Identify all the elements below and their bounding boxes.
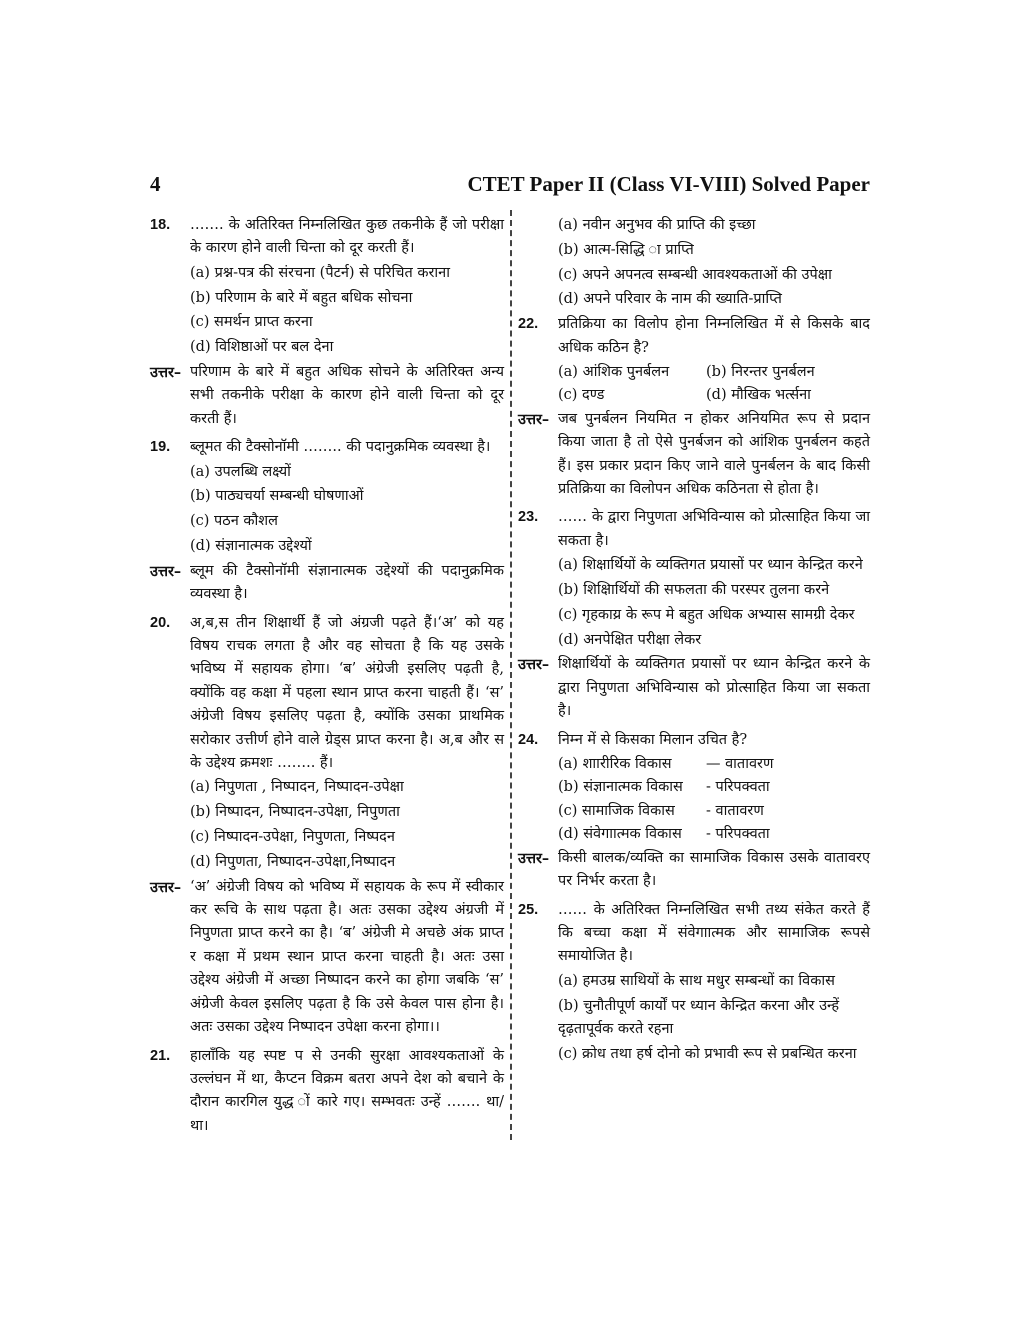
- question-19: [150, 436, 504, 459]
- question-18: [150, 214, 504, 261]
- option-a: (a) नवीन अनुभव की प्राप्ति की इच्छा: [558, 217, 756, 233]
- match-left: (c) सामाजिक विकास: [558, 802, 675, 819]
- option-c: (c) दण्ड: [558, 387, 605, 404]
- answer-text: ब्लूम की टैक्सोनॉमी संज्ञानात्मक उद्देश्यों की पदानुक्रमिक व्यवस्था है।: [190, 562, 504, 603]
- page-header: [150, 172, 870, 202]
- option-c: (c) निष्पादन-उपेक्षा, निपुणता, निष्पदन: [190, 829, 395, 846]
- option-b: (b) पाठ्यचर्या सम्बन्धी घोषणाओं: [190, 488, 364, 505]
- question-21: [150, 1045, 504, 1139]
- question-number: 20.: [150, 614, 171, 631]
- question-23: [518, 506, 870, 553]
- page-title: CTET Paper II (Class VI-VIII) Solved Paper: [467, 172, 870, 196]
- answer-text: किसी बालक/व्यक्ति का सामाजिक विकास उसके वातावरए पर निर्भर करता है।: [558, 849, 870, 890]
- answer-text: परिणाम के बारे में बहुत अधिक सोचने के अतिरिक्त अन्य सभी तकनीके परीक्षा के कारण होने वाली चिन्ता को दूर करती हैं।: [190, 364, 504, 427]
- right-column: [518, 214, 870, 1068]
- option-a: (a) शिक्षार्थियों के व्यक्तिगत प्रयासों पर ध्यान केन्द्रित करने: [558, 557, 863, 574]
- options-row-cd: [518, 384, 870, 407]
- column-divider: [510, 210, 512, 1140]
- match-right: - परिपक्वता: [706, 779, 770, 796]
- question-text: अ,ब,स तीन शिक्षार्थी हैं जो अंग्रजी पढ़ते हैं।‘अ’ को यह विषय राचक लगता है और वह सोचता है कि यह उसके भविष्य में सहायक होगा। ‘ब’ अंग्रेजी इसलिए पढ़ती है, क्योंकि वह कक्षा में पहला स्थान प्राप्त करना चाहती हैं। ‘स’ अंग्रेजी विषय इसलिए पढ़ता है, क्योंकि उसका प्राथमिक सरोकार उत्तीर्ण होने वाले ग्रेड्स प्राप्त करना है। अ,ब और स के उद्देश्य क्रमशः …….. हैं।: [190, 614, 504, 772]
- answer-24: [518, 847, 870, 894]
- answer-label: उत्तर–: [150, 878, 182, 896]
- option-b: (b) निष्पादन, निष्पादन-उपेक्षा, निपुणता: [190, 804, 400, 821]
- match-row-b: [518, 776, 870, 799]
- question-text: ब्लूमत की टैक्सोनॉमी …….. की पदानुक्रमिक व्यवस्था है।: [190, 439, 491, 456]
- option-d: (d) अपने परिवार के नाम की ख्याति-प्राप्ति: [558, 291, 782, 308]
- question-text: ……. के अतिरिक्त निम्नलिखित कुछ तकनीके हैं जो परीक्षा के कारण होने वाली चिन्ता को दूर करती हैं।: [190, 217, 504, 257]
- match-right: — वातावरण: [706, 756, 774, 773]
- answer-22: [518, 408, 870, 502]
- option-a: (a) निपुणता , निष्पादन, निष्पादन-उपेक्षा: [190, 779, 404, 796]
- answer-label: उत्तर–: [518, 656, 550, 674]
- option-c: (c) गृहकाय्र के रूप मे बहुत अधिक अभ्यास सामग्री देकर: [558, 606, 855, 623]
- option-b: (b) आत्म-सिद्धि ा प्राप्ति: [558, 241, 694, 258]
- option-b: (b) शिक्षिार्थियों की सफलता की परस्पर तुलना करने: [558, 582, 830, 599]
- question-22: [518, 313, 870, 360]
- answer-label: उत्तर–: [150, 364, 182, 381]
- option-d: (d) अनपेक्षित परीक्षा लेकर: [558, 631, 702, 648]
- answer-text: जब पुनर्बलन नियमित न होकर अनियमित रूप से प्रदान किया जाता है तो ऐसे पुनर्बजन को आंशिक पुनर्बलन कहते हैं। इस प्रकार प्रदान किए जाने वाले पुनर्बलन के बाद किसी प्रतिक्रिया का विलोपन अधिक कठिनता से होता है।: [558, 410, 870, 498]
- answer-text: ‘अ’ अंग्रेजी विषय को भविष्य में सहायक के रूप में स्वीकार कर रूचि के साथ पढ़ता है। अतः उसका उद्देश्य अंग्रजी में निपुणता प्राप्त करने का है। ‘ब’ अंग्रेजी मे अचछे अंक प्राप्त र कक्षा में प्रथम स्थान प्राप्त करना चाहती है। अतः उसा उद्देश्य अंग्रेजी में अच्छा निष्पादन करने का होगा जबकि ‘स’ अंग्रेजी केवल इसलिए पढ़ता है कि उसे केवल पास होना है। अतः उसका उद्देश्य निष्पादन उपेक्षा करना होगा।।: [190, 878, 504, 1036]
- option-a: (a) प्रश्न-पत्र की संरचना (पैटर्न) से परिचित कराना: [190, 264, 450, 281]
- option-d: (d) संज्ञानात्मक उद्देश्यों: [190, 538, 312, 555]
- question-number: 22.: [518, 316, 539, 333]
- match-right: - परिपक्वता: [706, 826, 770, 843]
- match-right: - वातावरण: [706, 802, 764, 819]
- answer-text: शिक्षार्थियों के व्यक्तिगत प्रयासों पर ध्यान केन्द्रित करने के द्वारा निपुणता अभिविन्यास को प्रोत्साहित किया जा सकता है।: [558, 656, 870, 720]
- match-left: (a) शाारीरिक विकास: [558, 756, 672, 773]
- answer-18: [150, 361, 504, 431]
- option-b: (b) परिणाम के बारे में बहुत बधिक सोचना: [190, 289, 413, 306]
- option-a: (a) आंशिक पुनर्बलन: [558, 364, 670, 380]
- question-20: [150, 612, 504, 776]
- question-number: 21.: [150, 1047, 171, 1064]
- question-number: 24.: [518, 731, 539, 748]
- answer-20: [150, 876, 504, 1040]
- option-c: (c) अपने अपनत्व सम्बन्धी आवश्यकताओं की उपेक्षा: [558, 266, 832, 283]
- question-text: हालाँकि यह स्पष्ट प से उनकी सुरक्षा आवश्यकताओं के उल्लंघन में था, कैप्टन विक्रम बतरा अपने देश को बचाने के दौरान कारगिल युद्ध ों कारे गए। सम्भवतः उन्हें ……. था/था।: [190, 1047, 504, 1134]
- question-text: …… के द्वारा निपुणता अभिविन्यास को प्रोत्साहित किया जा सकता है।: [558, 509, 870, 549]
- option-a: (a) हमउम्र साथियों के साथ मधुर सम्बन्धों का विकास: [558, 972, 835, 989]
- answer-19: [150, 560, 504, 607]
- option-c: (c) समर्थन प्राप्त करना: [190, 314, 313, 331]
- option-d: (d) विशिष्ठाओं पर बल देना: [190, 339, 334, 356]
- match-row-c: [518, 800, 870, 823]
- answer-23: [518, 653, 870, 723]
- match-left: (b) संज्ञानात्मक विकास: [558, 779, 683, 796]
- option-b: (b) निरन्तर पुनर्बलन: [706, 364, 815, 380]
- answer-label: उत्तर–: [150, 562, 182, 580]
- left-column: [150, 214, 504, 1139]
- match-row-d: [518, 823, 870, 846]
- question-number: 25.: [518, 901, 539, 918]
- question-25: [518, 899, 870, 969]
- answer-label: उत्तर–: [518, 849, 550, 867]
- option-b: (b) चुनौतीपूर्ण कार्यों पर ध्यान केन्द्रित करना और उन्हें दृढ़तापूर्वक करते रहना: [558, 997, 840, 1037]
- option-a: (a) उपलब्धि लक्ष्यों: [190, 463, 291, 480]
- option-c: (c) क्रोध तथा हर्ष दोनो को प्रभावी रूप से प्रबन्धित करना: [558, 1045, 857, 1062]
- question-number: 23.: [518, 509, 539, 526]
- match-row-a: [518, 753, 870, 776]
- page-number: 4: [150, 172, 161, 196]
- question-text: निम्न में से किसका मिलान उचित है?: [558, 731, 748, 748]
- question-24: [518, 729, 870, 752]
- question-text: प्रतिक्रिया का विलोप होना निम्नलिखित में से किसके बाद अधिक कठिन है?: [558, 316, 870, 356]
- question-number: 18.: [150, 217, 171, 233]
- options-row-ab: [518, 361, 870, 384]
- match-left: (d) संवेगाात्मक विकास: [558, 826, 682, 843]
- answer-label: उत्तर–: [518, 410, 550, 428]
- question-text: …… के अतिरिक्त निम्नलिखित सभी तथ्य संकेत करते हैं कि बच्चा कक्षा में संवेगाात्मक और सामाजिक रूपसे समायोजित है।: [558, 901, 870, 965]
- option-d: (d) मौखिक भर्त्सना: [706, 387, 811, 404]
- option-c: (c) पठन कौशल: [190, 513, 278, 530]
- question-number: 19.: [150, 439, 171, 456]
- option-d: (d) निपुणता, निष्पादन-उपेक्षा,निष्पादन: [190, 853, 396, 870]
